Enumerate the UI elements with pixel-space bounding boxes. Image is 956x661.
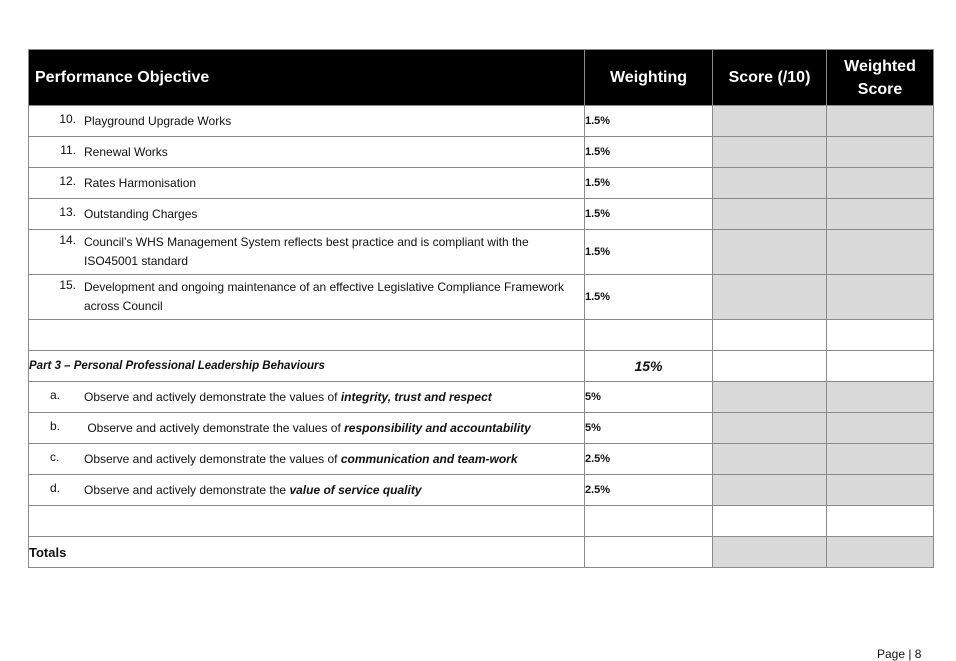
weighted-score-cell[interactable]	[827, 382, 934, 413]
objective-text	[76, 233, 529, 271]
weighted-score-cell[interactable]	[827, 168, 934, 199]
behaviour-letter: b.	[50, 418, 61, 433]
part3-weighting: 15%	[585, 351, 713, 382]
header-row	[29, 50, 934, 106]
behaviour-letter: d.	[50, 480, 61, 495]
totals-label: Totals	[29, 537, 585, 568]
behaviour-letter: a.	[50, 387, 61, 402]
behaviour-text	[76, 481, 422, 500]
table-row	[29, 168, 934, 199]
blank-row	[29, 320, 934, 351]
header-weighting: Weighting	[585, 50, 713, 106]
objective-text: Playground Upgrade Works	[84, 113, 232, 128]
score-cell[interactable]	[713, 475, 827, 506]
weighting-cell: 1.5%	[585, 106, 713, 137]
table-row	[29, 230, 934, 275]
table-row	[29, 475, 934, 506]
table-row	[29, 199, 934, 230]
weighted-score-cell[interactable]	[827, 137, 934, 168]
score-cell[interactable]	[713, 413, 827, 444]
behaviour-emphasis: responsibility and accountability	[344, 420, 531, 435]
behaviour-emphasis: value of service quality	[289, 482, 422, 497]
blank-cell	[29, 320, 585, 351]
objective-number: 13.	[59, 204, 76, 219]
objective-number: 14.	[59, 233, 76, 247]
objective-text: Rates Harmonisation	[84, 175, 197, 190]
totals-weighting-cell	[585, 537, 713, 568]
behaviour-text	[76, 450, 518, 469]
behaviour-prefix: Observe and actively demonstrate the values of	[84, 420, 345, 435]
header-weighted-line2: Score	[857, 80, 903, 98]
behaviour-text	[76, 419, 531, 438]
objective-cell	[29, 230, 585, 275]
blank-cell	[827, 506, 934, 537]
objective-cell	[29, 275, 585, 320]
objective-text-line1: Council’s WHS Management System reflects best practice and is compliant with the	[84, 235, 529, 249]
header-score: Score (/10)	[713, 50, 827, 106]
objective-text-line2: ISO45001 standard	[84, 254, 189, 268]
objective-number: 10.	[59, 111, 76, 126]
objective-text: Outstanding Charges	[84, 206, 198, 221]
weighted-score-cell[interactable]	[827, 475, 934, 506]
totals-weighted-score-cell[interactable]	[827, 537, 934, 568]
blank-cell	[713, 320, 827, 351]
score-cell[interactable]	[713, 106, 827, 137]
weighting-cell: 1.5%	[585, 199, 713, 230]
blank-cell	[827, 320, 934, 351]
objective-text: Renewal Works	[84, 144, 168, 159]
behaviour-cell	[29, 382, 585, 413]
weighted-score-cell[interactable]	[827, 106, 934, 137]
weighting-cell: 5%	[585, 382, 713, 413]
weighting-cell: 1.5%	[585, 230, 713, 275]
page-number: Page | 8	[877, 647, 922, 661]
behaviour-text	[76, 388, 492, 407]
objective-text-line2: across Council	[84, 299, 163, 313]
behaviour-emphasis: communication and team-work	[340, 451, 518, 466]
weighted-score-cell[interactable]	[827, 444, 934, 475]
table-row	[29, 413, 934, 444]
weighted-score-cell[interactable]	[827, 275, 934, 320]
score-cell[interactable]	[713, 230, 827, 275]
weighting-cell: 5%	[585, 413, 713, 444]
table-row	[29, 444, 934, 475]
part3-label: Part 3 – Personal Professional Leadership Behaviours	[29, 351, 585, 382]
objective-cell	[29, 106, 585, 137]
objective-cell	[29, 168, 585, 199]
weighting-cell: 2.5%	[585, 475, 713, 506]
blank-cell	[713, 351, 827, 382]
weighting-cell: 1.5%	[585, 275, 713, 320]
objective-cell	[29, 199, 585, 230]
weighting-cell: 2.5%	[585, 444, 713, 475]
table-row	[29, 382, 934, 413]
behaviour-prefix: Observe and actively demonstrate the values of	[84, 451, 341, 466]
objective-cell	[29, 137, 585, 168]
score-cell[interactable]	[713, 199, 827, 230]
score-cell[interactable]	[713, 275, 827, 320]
objective-text-line1: Development and ongoing maintenance of an effective Legislative Compliance Framework	[84, 280, 565, 294]
behaviour-cell	[29, 475, 585, 506]
behaviour-emphasis: integrity, trust and respect	[340, 389, 492, 404]
table-row	[29, 137, 934, 168]
table-row	[29, 106, 934, 137]
behaviour-prefix: Observe and actively demonstrate the	[84, 482, 290, 497]
blank-row	[29, 506, 934, 537]
blank-cell	[585, 506, 713, 537]
behaviour-cell	[29, 413, 585, 444]
header-objective: Performance Objective	[29, 50, 585, 106]
blank-cell	[713, 506, 827, 537]
score-cell[interactable]	[713, 137, 827, 168]
objective-number: 15.	[59, 278, 76, 292]
weighting-cell: 1.5%	[585, 137, 713, 168]
blank-cell	[29, 506, 585, 537]
objective-number: 12.	[59, 173, 76, 188]
weighted-score-cell[interactable]	[827, 199, 934, 230]
score-cell[interactable]	[713, 382, 827, 413]
blank-cell	[827, 351, 934, 382]
behaviour-cell	[29, 444, 585, 475]
objective-text	[76, 278, 564, 316]
totals-score-cell[interactable]	[713, 537, 827, 568]
part3-header-row	[29, 351, 934, 382]
totals-row	[29, 537, 934, 568]
score-cell[interactable]	[713, 168, 827, 199]
weighted-score-cell[interactable]	[827, 230, 934, 275]
behaviour-prefix: Observe and actively demonstrate the values of	[84, 389, 341, 404]
objective-number: 11.	[60, 142, 76, 157]
header-weighted-line1: Weighted	[844, 57, 916, 75]
score-cell[interactable]	[713, 444, 827, 475]
table-row	[29, 275, 934, 320]
performance-table	[28, 49, 934, 568]
behaviour-letter: c.	[50, 449, 60, 464]
weighted-score-cell[interactable]	[827, 413, 934, 444]
header-weighted-score	[827, 50, 934, 106]
blank-cell	[585, 320, 713, 351]
weighting-cell: 1.5%	[585, 168, 713, 199]
